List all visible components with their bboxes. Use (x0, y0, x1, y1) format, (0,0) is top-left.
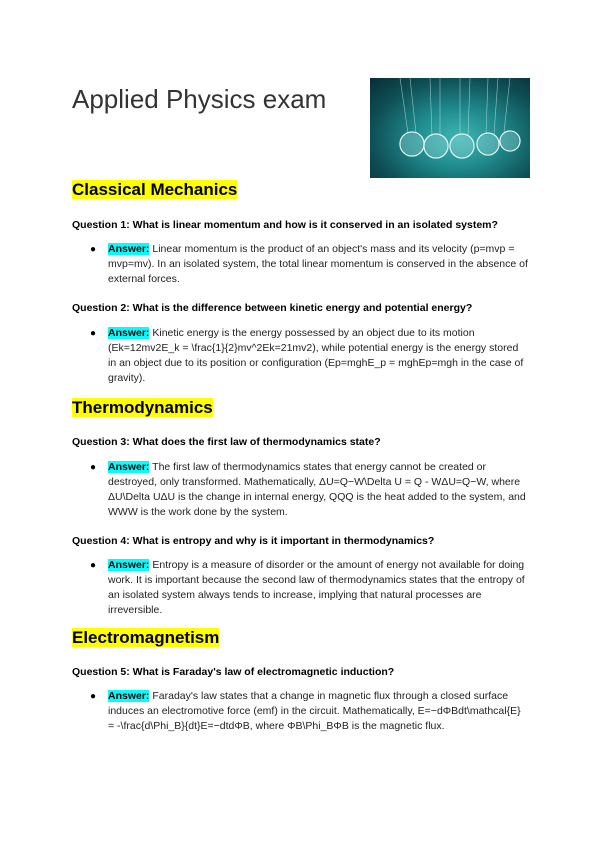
bullet-icon: ● (90, 244, 97, 255)
answer-3: Answer: The first law of thermodynamics states that energy cannot be created or destroyed, only transformed. Mathematically, ΔU=Q−W\Delta U = Q - WΔU=Q−W, where ΔU\Delta UΔU is the change in internal energy, QQQ is the heat added to the system, and WWW is the work done by the system. (108, 461, 526, 518)
question-3: Question 3: What does the first law of thermodynamics state? (72, 436, 381, 448)
question-5: Question 5: What is Faraday's law of electromagnetic induction? (72, 666, 395, 678)
bullet-icon: ● (90, 328, 97, 339)
bullet-icon: ● (90, 691, 97, 702)
answer-1: Answer: Linear momentum is the product of an object's mass and its velocity (p=mvp = mvp=mv). In an isolated system, the total linear momentum is conserved in the absence of external forces. (108, 243, 528, 285)
answer-label: Answer: (108, 327, 150, 339)
answer-label: Answer: (108, 559, 150, 571)
question-4: Question 4: What is entropy and why is it important in thermodynamics? (72, 535, 435, 547)
section-heading-electromagnetism: Electromagnetism (72, 628, 220, 647)
section-heading-classical-mechanics: Classical Mechanics (72, 180, 238, 199)
bullet-icon: ● (90, 560, 97, 571)
newtons-cradle-image (370, 78, 530, 178)
answer-4: Answer: Entropy is a measure of disorder or the amount of energy not available for doing work. It is important because the second law of thermodynamics states that the entropy of an isolated system always tends to increase, implying that natural processes are irreversible. (108, 559, 525, 616)
answer-label: Answer: (108, 461, 150, 473)
question-1: Question 1: What is linear momentum and how is it conserved in an isolated system? (72, 219, 498, 231)
page-title: Applied Physics exam (72, 84, 327, 114)
bullet-icon: ● (90, 462, 97, 473)
answer-5: Answer: Faraday's law states that a change in magnetic flux through a closed surface induces an electromotive force (emf) in the circuit. Mathematically, E=−dΦBdt\mathcal{E} = -\frac{d\Phi_B}{dt}E=−dtdΦB, where ΦB\Phi_BΦB is the magnetic flux. (108, 690, 521, 732)
question-2: Question 2: What is the difference between kinetic energy and potential energy? (72, 302, 473, 314)
answer-label: Answer: (108, 243, 150, 255)
answer-label: Answer: (108, 690, 150, 702)
answer-2: Answer: Kinetic energy is the energy possessed by an object due to its motion (Ek=12mv2E_k = \frac{1}{2}mv^2Ek=21mv2), while potential energy is the energy stored in an object due to its position or configuration (Ep=mghE_p = mghEp=mgh in the case of gravity). (108, 327, 524, 384)
section-heading-thermodynamics: Thermodynamics (72, 398, 213, 417)
newtons-cradle-icon (370, 78, 530, 178)
